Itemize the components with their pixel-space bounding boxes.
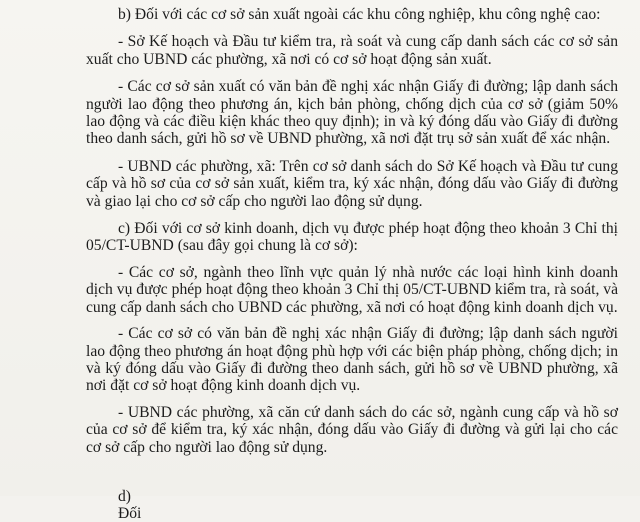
paragraph-c-1: - Các cơ sở, ngành theo lĩnh vực quản lý nhà nước các loại hình kinh doanh dịch vụ được phép hoạt động theo khoản 3 Chỉ thị 05/CT-UBND kiểm tra, rà soát, và cung cấp danh sách cho UBND các phường, xã nơi có hoạt động kinh doanh dịch vụ. [86,263,618,316]
document-body [86,6,618,465]
cut-off-next-line: d) Đối [118,488,142,522]
paragraph-b-1: - Sở Kế hoạch và Đầu tư kiểm tra, rà soát và cung cấp danh sách các cơ sở sản xuất cho UBND các phường, xã nơi có cơ sở hoạt động sản xuất. [86,33,618,68]
paragraph-b-2: - Các cơ sở sản xuất có văn bản đề nghị xác nhận Giấy đi đường; lập danh sách người lao động theo phương án, kịch bản phòng, chống dịch của cơ sở (giảm 50% lao động và các điều kiện khác theo quy định); in và ký đóng dấu vào Giấy đi đường theo danh sách, gửi hồ sơ về UBND phường, xã nơi đặt trụ sở sản xuất để xác nhận. [86,78,618,148]
paragraph-b-3: - UBND các phường, xã: Trên cơ sở danh sách do Sở Kế hoạch và Đầu tư cung cấp và hồ sơ của cơ sở sản xuất, kiểm tra, ký xác nhận, đóng dấu vào Giấy đi đường và giao lại cho cơ sở cấp cho người lao động sử dụng. [86,157,618,210]
section-c-heading: c) Đối với cơ sở kinh doanh, dịch vụ được phép hoạt động theo khoản 3 Chỉ thị 05/CT-UBND (sau đây gọi chung là cơ sở): [86,220,618,255]
paragraph-c-3: - UBND các phường, xã căn cứ danh sách do các sở, ngành cung cấp và hồ sơ của cơ sở để kiểm tra, ký xác nhận, đóng dấu vào Giấy đi đường và gửi lại cho các cơ sở cấp cho người lao động sử dụng. [86,403,618,456]
paragraph-c-2: - Các cơ sở có văn bản đề nghị xác nhận Giấy đi đường; lập danh sách người lao động theo phương án hoạt động phù hợp với các biện pháp phòng, chống dịch; in và ký đóng dấu vào Giấy đi đường theo danh sách, gửi hồ sơ về UBND phường, xã nơi đặt cơ sở hoạt động kinh doanh dịch vụ. [86,325,618,395]
section-b-heading: b) Đối với các cơ sở sản xuất ngoài các khu công nghiệp, khu công nghệ cao: [118,6,601,23]
